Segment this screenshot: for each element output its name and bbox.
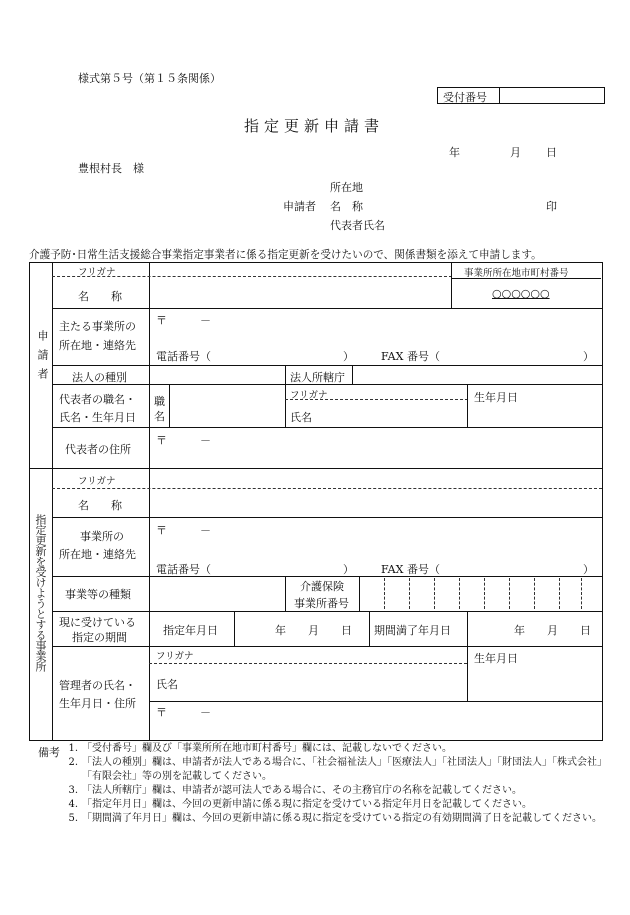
receipt-number-label: 受付番号 xyxy=(443,91,487,104)
rep-furigana-label: フリガナ xyxy=(290,390,328,401)
corporation-authority-label: 法人所轄庁 xyxy=(290,371,345,384)
office-postal: 〒 － xyxy=(156,524,211,537)
office-address-label-1: 事業所の xyxy=(80,530,124,543)
manager-name-label: 氏名 xyxy=(156,678,178,691)
note-item: 5. 「期間満了年月日」欄は、今回の更新申請に係る現に指定を受けている指定の有効期間満了日を記載してください。 xyxy=(68,813,602,824)
corporation-type-label: 法人の種別 xyxy=(72,371,127,384)
manager-label-2: 生年月日・住所 xyxy=(59,697,136,710)
main-office-label-2: 所在地・連絡先 xyxy=(59,339,136,352)
date-month: 月 xyxy=(510,146,521,159)
designation-date-label: 指定年月日 xyxy=(163,624,218,637)
date-day: 日 xyxy=(546,146,557,159)
expiry-date-value: 年 月 日 xyxy=(514,624,591,637)
representative-name-label: 代表者氏名 xyxy=(330,219,385,232)
period-label-2: 指定の期間 xyxy=(72,631,127,644)
insurance-number-label-2: 事業所番号 xyxy=(294,597,349,610)
manager-furigana-label: フリガナ xyxy=(156,651,194,662)
rep-title-label-2: 名 xyxy=(154,410,165,423)
receipt-number-field[interactable] xyxy=(501,88,601,102)
notes-label: 備考 xyxy=(38,746,60,759)
page-title: 指定更新申請書 xyxy=(244,117,385,135)
applicant-name-label: 名 称 xyxy=(330,200,363,213)
seal-mark: 印 xyxy=(546,200,557,213)
office-municipality-number-value: ○○○○○○ xyxy=(492,287,550,300)
main-office-label-1: 主たる事業所の xyxy=(59,320,136,333)
rep-info-label-1: 代表者の職名・ xyxy=(59,393,136,406)
office-address-label-2: 所在地・連絡先 xyxy=(59,548,136,561)
applicant-name-row-label: 名 称 xyxy=(78,290,122,303)
office-fax: FAX 番号（ ） xyxy=(381,563,594,576)
expiry-date-label: 期間満了年月日 xyxy=(374,624,451,637)
note-item: 2. 「法人の種別」欄は、申請者が法人である場合に、「社会福祉法人」「医療法人」「社団法人」「財団法人」「株式会社」「有限会社」等の別を記載してください。 xyxy=(68,757,602,782)
rep-info-label-2: 氏名・生年月日 xyxy=(59,411,136,424)
applicant-side-label: 申請者 xyxy=(36,330,49,387)
addressee: 豊根村長 様 xyxy=(78,162,144,175)
manager-postal: 〒 － xyxy=(156,706,211,719)
main-office-phone: 電話番号（ ） xyxy=(156,350,354,363)
main-office-postal: 〒 － xyxy=(156,314,211,327)
form-number: 様式第５号（第１５条関係） xyxy=(78,72,221,85)
date-year: 年 xyxy=(449,146,460,159)
rep-address-postal: 〒 － xyxy=(156,434,211,447)
office-name-label: 名 称 xyxy=(78,499,122,512)
furigana-label: フリガナ xyxy=(78,267,116,278)
note-item: 3. 「法人所轄庁」欄は、申請者が認可法人である場合に、その主務官庁の名称を記載してください。 xyxy=(68,785,522,796)
office-side-label: 指定更新を受けようとする事業所 xyxy=(34,514,47,672)
applicant-label: 申請者 xyxy=(283,200,316,213)
service-type-label: 事業等の種類 xyxy=(65,588,131,601)
rep-title-label-1: 職 xyxy=(154,395,165,408)
applicant-furigana-field[interactable] xyxy=(151,264,449,276)
manager-birthdate-label: 生年月日 xyxy=(474,652,518,665)
period-label-1: 現に受けている xyxy=(59,616,136,629)
office-furigana-label: フリガナ xyxy=(78,476,116,487)
main-office-fax: FAX 番号（ ） xyxy=(381,350,594,363)
designation-date-value: 年 月 日 xyxy=(275,624,352,637)
office-phone: 電話番号（ ） xyxy=(156,563,354,576)
office-municipality-number-label: 事業所所在地市町村番号 xyxy=(464,268,569,279)
manager-label-1: 管理者の氏名・ xyxy=(59,679,136,692)
insurance-number-label-1: 介護保険 xyxy=(300,580,344,593)
intro-text: 介護予防･日常生活支援総合事業指定事業者に係る指定更新を受けたいので、関係書類を添えて申請します。 xyxy=(29,249,542,261)
applicant-name-field[interactable] xyxy=(151,280,449,306)
rep-birthdate-label: 生年月日 xyxy=(474,391,518,404)
applicant-address-label: 所在地 xyxy=(330,181,363,194)
note-item: 4. 「指定年月日」欄は、今回の更新申請に係る現に指定を受けている指定年月日を記載してください。 xyxy=(68,799,532,810)
notes-list xyxy=(58,742,602,826)
rep-address-label: 代表者の住所 xyxy=(65,443,131,456)
rep-name-label: 氏名 xyxy=(290,411,312,424)
note-item: 1. 「受付番号」欄及び「事業所所在地市町村番号」欄には、記載しないでください。 xyxy=(68,743,452,754)
